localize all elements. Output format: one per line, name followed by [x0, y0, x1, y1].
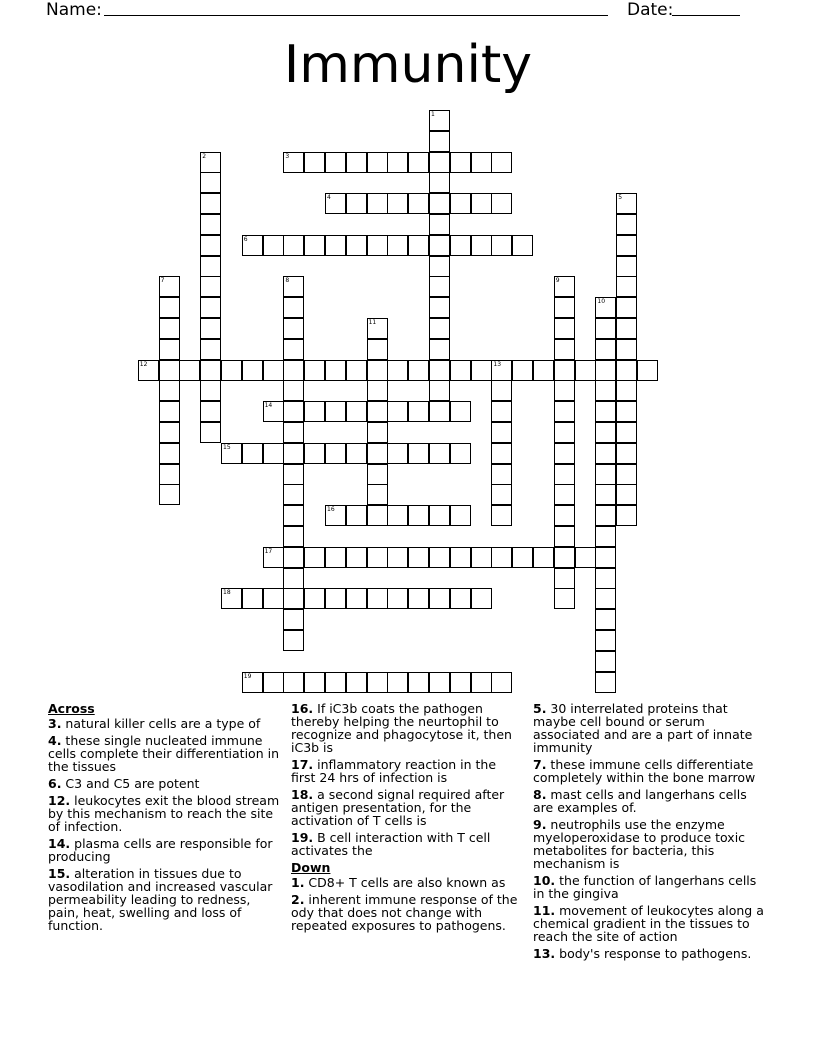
crossword-cell[interactable]: [450, 547, 471, 568]
crossword-cell[interactable]: [200, 256, 221, 277]
crossword-cell[interactable]: [221, 588, 242, 609]
crossword-cell[interactable]: [554, 380, 575, 401]
crossword-cell[interactable]: [554, 484, 575, 505]
crossword-cell[interactable]: [367, 360, 388, 381]
crossword-cell[interactable]: [367, 318, 388, 339]
crossword-cell[interactable]: [304, 152, 325, 173]
clue-number: 9: [555, 277, 560, 285]
clue-number: 4: [327, 194, 331, 202]
down-heading: Down: [291, 860, 331, 875]
clue-list-col1: [48, 717, 280, 932]
crossword-cell[interactable]: [450, 193, 471, 214]
crossword-cell[interactable]: [450, 505, 471, 526]
crossword-cell[interactable]: [429, 152, 450, 173]
crossword-cell[interactable]: [471, 152, 492, 173]
crossword-cell[interactable]: [491, 422, 512, 443]
crossword-cell[interactable]: [554, 464, 575, 485]
crossword-cell[interactable]: [595, 547, 616, 568]
crossword-cell[interactable]: [471, 672, 492, 693]
crossword-cell[interactable]: [575, 547, 596, 568]
clue-number: 1: [431, 111, 435, 118]
crossword-cell[interactable]: [429, 505, 450, 526]
crossword-cell[interactable]: [616, 256, 637, 277]
crossword-cell[interactable]: [159, 297, 180, 318]
crossword-cell[interactable]: [450, 588, 471, 609]
crossword-cell[interactable]: [595, 318, 616, 339]
crossword-cell[interactable]: [263, 401, 284, 422]
crossword-cell[interactable]: [429, 297, 450, 318]
crossword-cell[interactable]: [429, 401, 450, 422]
crossword-cell[interactable]: [595, 568, 616, 589]
crossword-cell[interactable]: [512, 547, 533, 568]
crossword-cell[interactable]: [595, 380, 616, 401]
crossword-cell[interactable]: [408, 588, 429, 609]
crossword-cell[interactable]: [554, 526, 575, 547]
crossword-cell[interactable]: [325, 443, 346, 464]
crossword-cell[interactable]: [554, 401, 575, 422]
crossword-cell[interactable]: [491, 360, 512, 381]
crossword-cell[interactable]: [304, 401, 325, 422]
crossword-cell[interactable]: [616, 422, 637, 443]
crossword-cell[interactable]: [263, 443, 284, 464]
crossword-cell[interactable]: [512, 360, 533, 381]
clue-item: 8. mast cells and langerhans cells are examples of.: [533, 787, 747, 815]
crossword-cell[interactable]: [554, 588, 575, 609]
crossword-cell[interactable]: [533, 360, 554, 381]
crossword-cell[interactable]: [471, 547, 492, 568]
crossword-cell[interactable]: [367, 464, 388, 485]
crossword-cell[interactable]: [471, 588, 492, 609]
clue-number: 10: [597, 298, 606, 306]
crossword-cell[interactable]: [346, 443, 367, 464]
crossword-cell[interactable]: [429, 235, 450, 256]
crossword-cell[interactable]: [408, 401, 429, 422]
crossword-cell[interactable]: [554, 318, 575, 339]
crossword-cell[interactable]: [471, 360, 492, 381]
clue-item: 4. these single nucleated immune cells complete their differentiation in the tissues: [48, 733, 279, 774]
crossword-cell[interactable]: [595, 422, 616, 443]
crossword-cell[interactable]: [471, 193, 492, 214]
crossword-cell[interactable]: [429, 318, 450, 339]
crossword-cell[interactable]: [200, 193, 221, 214]
crossword-cell[interactable]: [159, 339, 180, 360]
crossword-cell[interactable]: [616, 297, 637, 318]
crossword-cell[interactable]: [387, 672, 408, 693]
crossword-cell[interactable]: [554, 297, 575, 318]
crossword-cell[interactable]: [595, 484, 616, 505]
crossword-cell[interactable]: [367, 547, 388, 568]
crossword-cell[interactable]: [200, 360, 221, 381]
across-heading: Across: [48, 701, 95, 716]
crossword-cell[interactable]: [283, 568, 304, 589]
crossword-cell[interactable]: [367, 505, 388, 526]
crossword-cell[interactable]: [367, 672, 388, 693]
crossword-cell[interactable]: [200, 339, 221, 360]
crossword-cell[interactable]: [283, 672, 304, 693]
clue-item: 15. alteration in tissues due to vasodilation and increased vascular permeability leading to redness, pain, heat, swelling and loss of function.: [48, 866, 273, 933]
crossword-cell[interactable]: [304, 547, 325, 568]
clue-item: 1. CD8+ T cells are also known as: [291, 875, 506, 890]
clue-item: 3. natural killer cells are a type of: [48, 716, 261, 731]
crossword-cell[interactable]: [221, 443, 242, 464]
crossword-cell[interactable]: [159, 443, 180, 464]
crossword-cell[interactable]: [138, 360, 159, 381]
crossword-cell[interactable]: [263, 588, 284, 609]
crossword-cell[interactable]: [616, 193, 637, 214]
crossword-cell[interactable]: [346, 505, 367, 526]
crossword-cell[interactable]: [387, 443, 408, 464]
crossword-cell[interactable]: [367, 484, 388, 505]
date-label: Date:: [627, 0, 674, 20]
crossword-cell[interactable]: [554, 276, 575, 297]
crossword-cell[interactable]: [283, 609, 304, 630]
clue-item: 11. movement of leukocytes along a chemical gradient in the tissues to reach the site of action: [533, 903, 764, 944]
crossword-cell[interactable]: [200, 422, 221, 443]
crossword-cell[interactable]: [221, 360, 242, 381]
clue-item: 5. 30 interrelated proteins that maybe cell bound or serum associated and are a part of innate immunity: [533, 701, 753, 755]
crossword-cell[interactable]: [283, 422, 304, 443]
crossword-cell[interactable]: [367, 380, 388, 401]
crossword-cell[interactable]: [263, 235, 284, 256]
crossword-cell[interactable]: [242, 588, 263, 609]
crossword-cell[interactable]: [595, 443, 616, 464]
clue-number: 6: [243, 235, 248, 243]
crossword-cell[interactable]: [200, 214, 221, 235]
crossword-cell[interactable]: [491, 152, 512, 173]
crossword-cell[interactable]: [283, 297, 304, 318]
crossword-cell[interactable]: [429, 276, 450, 297]
crossword-cell[interactable]: [387, 152, 408, 173]
crossword-cell[interactable]: [450, 401, 471, 422]
crossword-cell[interactable]: [283, 318, 304, 339]
crossword-cell[interactable]: [346, 235, 367, 256]
clue-number: 19: [243, 672, 252, 680]
crossword-cell[interactable]: [616, 464, 637, 485]
crossword-cell[interactable]: [554, 339, 575, 360]
crossword-cell[interactable]: [283, 339, 304, 360]
clue-item: 12. leukocytes exit the blood stream by this mechanism to reach the site of infection.: [48, 793, 280, 834]
crossword-cell[interactable]: [595, 630, 616, 651]
crossword-cell[interactable]: [554, 360, 575, 381]
crossword-cell[interactable]: [616, 339, 637, 360]
crossword-cell[interactable]: [283, 443, 304, 464]
clue-number: 13: [493, 360, 502, 368]
crossword-cell[interactable]: [283, 484, 304, 505]
crossword-cell[interactable]: [408, 235, 429, 256]
crossword-cell[interactable]: [616, 318, 637, 339]
clue-number: 7: [160, 277, 165, 285]
crossword-cell[interactable]: [346, 193, 367, 214]
crossword-cell[interactable]: [325, 360, 346, 381]
crossword-cell[interactable]: [595, 672, 616, 693]
clue-item: 14. plasma cells are responsible for producing: [48, 836, 273, 864]
crossword-cell[interactable]: [429, 193, 450, 214]
crossword-cell[interactable]: [616, 360, 637, 381]
crossword-cell[interactable]: [408, 193, 429, 214]
crossword-cell[interactable]: [159, 401, 180, 422]
crossword-cell[interactable]: [491, 401, 512, 422]
crossword-cell[interactable]: [429, 131, 450, 152]
crossword-cell[interactable]: [159, 318, 180, 339]
crossword-cell[interactable]: [450, 360, 471, 381]
crossword-cell[interactable]: [616, 401, 637, 422]
crossword-cell[interactable]: [283, 547, 304, 568]
crossword-cell[interactable]: [367, 339, 388, 360]
crossword-cell[interactable]: [491, 380, 512, 401]
crossword-cell[interactable]: [283, 464, 304, 485]
clue-column-3: [533, 702, 768, 964]
clue-number: 5: [618, 194, 623, 202]
clue-number: 17: [264, 547, 273, 555]
crossword-cell[interactable]: [554, 422, 575, 443]
crossword-cell[interactable]: [491, 235, 512, 256]
crossword-cell[interactable]: [616, 443, 637, 464]
crossword-cell[interactable]: [325, 152, 346, 173]
crossword-cell[interactable]: [616, 505, 637, 526]
crossword-cell[interactable]: [242, 443, 263, 464]
crossword-cell[interactable]: [491, 505, 512, 526]
crossword-cell[interactable]: [263, 360, 284, 381]
crossword-cell[interactable]: [325, 547, 346, 568]
crossword-cell[interactable]: [554, 547, 575, 568]
crossword-cell[interactable]: [200, 401, 221, 422]
crossword-cell[interactable]: [367, 401, 388, 422]
crossword-cell[interactable]: [429, 443, 450, 464]
crossword-cell[interactable]: [283, 380, 304, 401]
crossword-cell[interactable]: [346, 672, 367, 693]
crossword-cell[interactable]: [387, 360, 408, 381]
clue-number: 2: [202, 152, 207, 160]
crossword-cell[interactable]: [283, 276, 304, 297]
crossword-cell[interactable]: [408, 152, 429, 173]
crossword-cell[interactable]: [387, 505, 408, 526]
crossword-cell[interactable]: [429, 214, 450, 235]
crossword-cell[interactable]: [242, 360, 263, 381]
crossword-cell[interactable]: [616, 484, 637, 505]
crossword-cell[interactable]: [283, 630, 304, 651]
crossword-cell[interactable]: [512, 235, 533, 256]
crossword-cell[interactable]: [200, 152, 221, 173]
crossword-cell[interactable]: [387, 235, 408, 256]
crossword-cell[interactable]: [387, 547, 408, 568]
crossword-cell[interactable]: [450, 672, 471, 693]
crossword-cell[interactable]: [595, 505, 616, 526]
crossword-cell[interactable]: [387, 193, 408, 214]
crossword-cell[interactable]: [263, 547, 284, 568]
crossword-cell[interactable]: [616, 380, 637, 401]
clue-item: 18. a second signal required after antigen presentation, for the activation of T cells is: [291, 787, 505, 828]
crossword-cell[interactable]: [325, 505, 346, 526]
clue-item: 16. If iC3b coats the pathogen thereby helping the neurtophil to recognize and phagocytose it, then iC3b is: [291, 701, 512, 755]
crossword-cell[interactable]: [616, 214, 637, 235]
crossword-cell[interactable]: [429, 547, 450, 568]
crossword-cell[interactable]: [325, 235, 346, 256]
crossword-cell[interactable]: [283, 526, 304, 547]
crossword-cell[interactable]: [179, 360, 200, 381]
crossword-cell[interactable]: [242, 235, 263, 256]
crossword-cell[interactable]: [429, 380, 450, 401]
crossword-cell[interactable]: [304, 235, 325, 256]
clue-number: 3: [285, 152, 290, 160]
crossword-cell[interactable]: [304, 360, 325, 381]
crossword-cell[interactable]: [367, 152, 388, 173]
crossword-cell[interactable]: [325, 193, 346, 214]
crossword-cell[interactable]: [283, 505, 304, 526]
crossword-cell[interactable]: [200, 276, 221, 297]
crossword-cell[interactable]: [283, 235, 304, 256]
crossword-cell[interactable]: [491, 443, 512, 464]
clue-number: 15: [223, 443, 231, 451]
clue-list-col2-down: [291, 876, 523, 932]
clue-item: 7. these immune cells differentiate completely within the bone marrow: [533, 757, 756, 785]
clue-item: 2. inherent immune response of the ody that does not change with repeated exposures to pathogens.: [291, 892, 518, 933]
clue-number: 11: [368, 319, 377, 326]
crossword-cell[interactable]: [346, 152, 367, 173]
crossword-cell[interactable]: [346, 360, 367, 381]
crossword-cell[interactable]: [346, 401, 367, 422]
clue-item: 6. C3 and C5 are potent: [48, 776, 200, 791]
crossword-cell[interactable]: [159, 276, 180, 297]
name-label: Name:: [46, 0, 102, 20]
crossword-cell[interactable]: [429, 339, 450, 360]
crossword-cell[interactable]: [283, 360, 304, 381]
crossword-cell[interactable]: [325, 672, 346, 693]
crossword-cell[interactable]: [304, 588, 325, 609]
clue-number: 12: [139, 360, 148, 368]
crossword-cell[interactable]: [325, 588, 346, 609]
crossword-cell[interactable]: [408, 505, 429, 526]
crossword-cell[interactable]: [554, 443, 575, 464]
crossword-cell[interactable]: [367, 588, 388, 609]
crossword-cell[interactable]: [595, 609, 616, 630]
crossword-cell[interactable]: [595, 464, 616, 485]
crossword-cell[interactable]: [491, 464, 512, 485]
clue-item: 9. neutrophils use the enzyme myeloperoxidase to produce toxic metabolites for bacteria, this mechanism is: [533, 817, 746, 871]
crossword-cell[interactable]: [616, 235, 637, 256]
crossword-cell[interactable]: [429, 172, 450, 193]
clue-item: 19. B cell interaction with T cell activates the: [291, 830, 491, 858]
crossword-cell[interactable]: [387, 401, 408, 422]
crossword-cell[interactable]: [159, 464, 180, 485]
crossword-cell[interactable]: [595, 651, 616, 672]
crossword-cell[interactable]: [159, 484, 180, 505]
crossword-cell[interactable]: [595, 401, 616, 422]
crossword-cell[interactable]: [159, 422, 180, 443]
crossword-cell[interactable]: [367, 443, 388, 464]
clue-column-1: [48, 702, 280, 936]
crossword-cell[interactable]: [346, 547, 367, 568]
crossword-cell[interactable]: [450, 152, 471, 173]
crossword-cell[interactable]: [595, 526, 616, 547]
crossword-cell[interactable]: [242, 672, 263, 693]
crossword-cell[interactable]: [200, 235, 221, 256]
crossword-cell[interactable]: [491, 672, 512, 693]
crossword-cell[interactable]: [346, 588, 367, 609]
clue-list-col3: [533, 702, 768, 960]
crossword-cell[interactable]: [595, 339, 616, 360]
clue-number: 14: [264, 402, 273, 410]
crossword-cell[interactable]: [450, 443, 471, 464]
crossword-cell[interactable]: [367, 422, 388, 443]
crossword-cell[interactable]: [159, 380, 180, 401]
crossword-cell[interactable]: [533, 547, 554, 568]
crossword-cell[interactable]: [429, 360, 450, 381]
clue-item: 13. body's response to pathogens.: [533, 946, 752, 961]
crossword-cell[interactable]: [595, 588, 616, 609]
crossword-cell[interactable]: [554, 505, 575, 526]
crossword-cell[interactable]: [263, 672, 284, 693]
crossword-cell[interactable]: [616, 276, 637, 297]
clue-number: 8: [285, 277, 290, 285]
clue-item: 10. the function of langerhans cells in the gingiva: [533, 873, 757, 901]
crossword-cell[interactable]: [387, 588, 408, 609]
clue-number: 16: [327, 506, 335, 514]
clue-item: 17. inflammatory reaction in the first 24 hrs of infection is: [291, 757, 497, 785]
crossword-cell[interactable]: [283, 401, 304, 422]
clue-column-2: [291, 702, 523, 936]
crossword-cell[interactable]: [595, 297, 616, 318]
crossword-cell[interactable]: [491, 484, 512, 505]
crossword-cell[interactable]: [595, 360, 616, 381]
clue-list-col2-across: [291, 702, 523, 857]
crossword-cell[interactable]: [408, 547, 429, 568]
crossword-cell[interactable]: [471, 235, 492, 256]
crossword-cell[interactable]: [200, 318, 221, 339]
puzzle-title: Immunity: [283, 35, 533, 95]
crossword-cell[interactable]: [304, 443, 325, 464]
crossword-cell[interactable]: [408, 672, 429, 693]
clue-number: 18: [223, 589, 231, 597]
crossword-cell[interactable]: [283, 152, 304, 173]
crossword-cell[interactable]: [554, 568, 575, 589]
crossword-cell[interactable]: [491, 547, 512, 568]
crossword-cell[interactable]: [159, 360, 180, 381]
crossword-cell[interactable]: [283, 588, 304, 609]
crossword-cell[interactable]: [429, 256, 450, 277]
crossword-cell[interactable]: [429, 588, 450, 609]
crossword-cell[interactable]: [408, 443, 429, 464]
crossword-cell[interactable]: [367, 193, 388, 214]
crossword-cell[interactable]: [637, 360, 658, 381]
crossword-cell[interactable]: [450, 235, 471, 256]
crossword-cell[interactable]: [325, 401, 346, 422]
crossword-cell[interactable]: [200, 297, 221, 318]
crossword-cell[interactable]: [367, 235, 388, 256]
crossword-cell[interactable]: [429, 672, 450, 693]
crossword-cell[interactable]: [408, 360, 429, 381]
crossword-cell[interactable]: [200, 172, 221, 193]
crossword-cell[interactable]: [429, 110, 450, 131]
crossword-cell[interactable]: [575, 360, 596, 381]
crossword-cell[interactable]: [304, 672, 325, 693]
crossword-cell[interactable]: [491, 193, 512, 214]
crossword-cell[interactable]: [200, 380, 221, 401]
